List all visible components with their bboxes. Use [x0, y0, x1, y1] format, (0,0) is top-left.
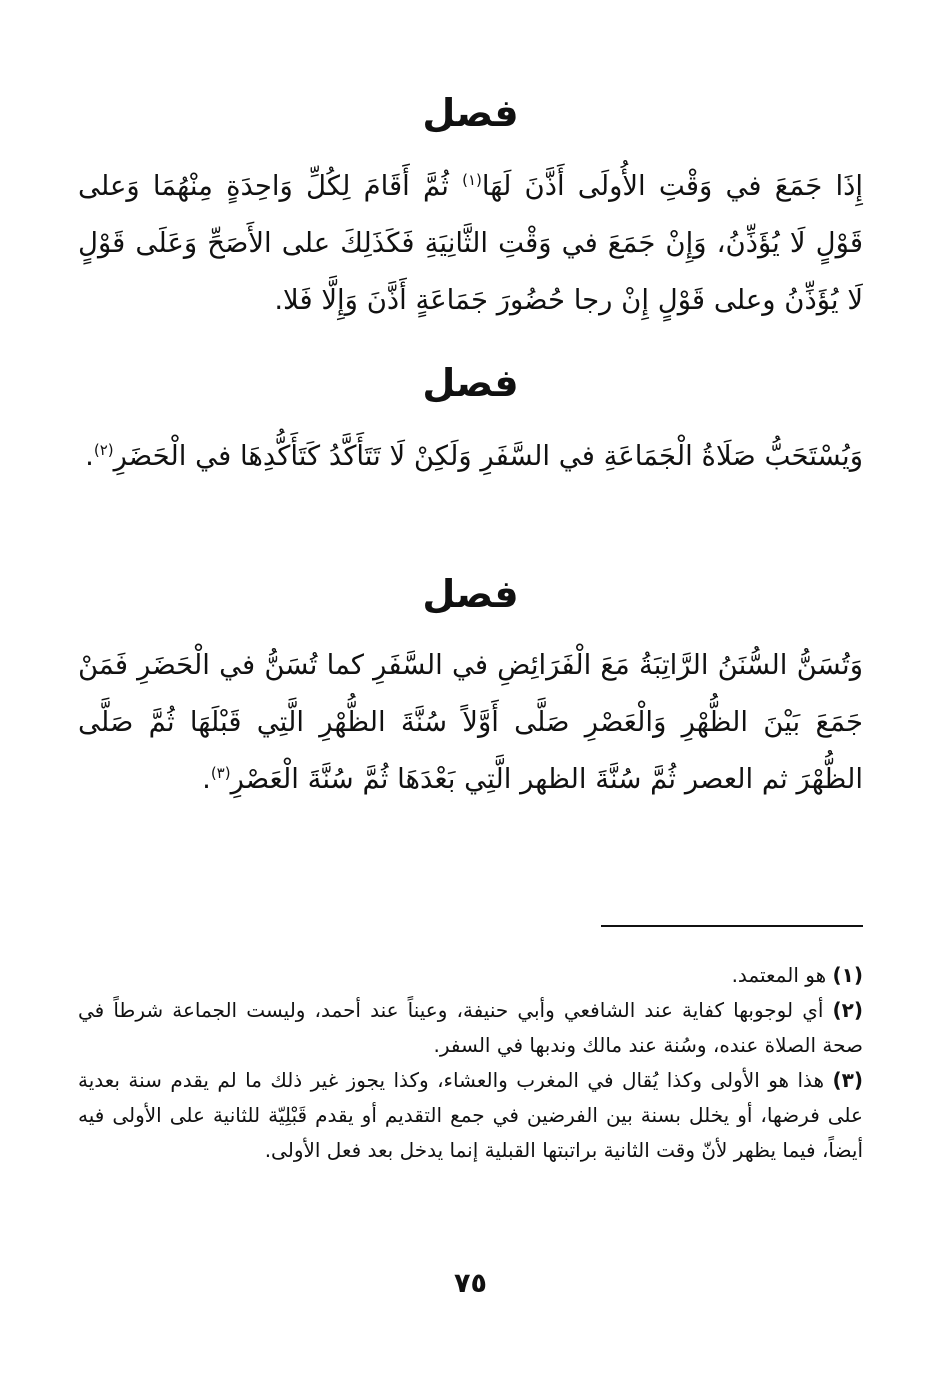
footnote-text: أي لوجوبها كفاية عند الشافعي وأبي حنيفة، وعيناً عند أحمد، وليست الجماعة شرطاً في صحة الصلاة عنده، وسُنة عند مالك وندبها في السفر. — [78, 998, 863, 1057]
paragraph-text: إِذَا جَمَعَ في وَقْتِ الأُولَى أَذَّنَ لَهَا — [481, 170, 863, 202]
footnote-ref-2: (٢) — [93, 440, 114, 459]
paragraph-text-continued: . — [202, 763, 211, 795]
book-page — [78, 0, 863, 1382]
footnote-ref-1: (١) — [462, 170, 482, 189]
footnote-3 — [78, 1063, 863, 1168]
footnote-divider — [601, 925, 863, 927]
section-paragraph-1 — [78, 158, 863, 329]
paragraph-text: وَيُسْتَحَبُّ صَلَاةُ الْجَمَاعَةِ في السَّفَرِ وَلَكِنْ لَا تَتَأَكَّدُ كَتَأَكُّدِهَا في الْحَضَرِ — [113, 440, 863, 472]
section-title-2: فصل — [422, 361, 519, 405]
footnote-ref-3: (٣) — [210, 763, 231, 782]
footnote-marker: (٣) — [832, 1068, 864, 1092]
paragraph-text: وَتُسَنُّ السُّنَنُ الرَّاتِبَةُ مَعَ الْفَرَائِضِ في السَّفَرِ كما تُسَنُّ في الْحَضَرِ فَمَنْ جَمَعَ بَيْنَ الظُّهْرِ وَالْعَصْرِ صَلَّى أَوَّلاً سُنَّةَ الظُّهْرِ الَّتِي قَبْلَهَا ثُمَّ صَلَّى الظُّهْرَ ثم العصر ثُمَّ سُنَّةَ الظهر الَّتِي بَعْدَهَا ثُمَّ سُنَّةَ الْعَصْرِ — [78, 649, 863, 795]
section-title-1: فصل — [422, 91, 519, 135]
section-title-3: فصل — [422, 572, 519, 616]
footnote-marker: (١) — [832, 963, 863, 987]
footnotes — [78, 958, 863, 1168]
footnote-1 — [78, 958, 863, 993]
footnote-marker: (٢) — [832, 998, 864, 1022]
footnote-text: هذا هو الأولى وكذا يُقال في المغرب والعشاء، وكذا يجوز غير ذلك ما لم يقدم سنة بعدية على فرضها، أو يخلل بسنة بين الفرضين في جمع التقديم أو يقدم قَبْلِيّة للثانية على الأولى فيه أيضاً، فيما يظهر لأنّ وقت الثانية براتبتها القبلية إنما يدخل بعد فعل الأولى. — [78, 1068, 863, 1162]
footnote-2 — [78, 993, 863, 1063]
section-paragraph-2 — [78, 428, 863, 485]
page-number: ٧٥ — [454, 1268, 487, 1299]
footnote-text: هو المعتمد. — [731, 963, 827, 987]
section-paragraph-3 — [78, 637, 863, 808]
paragraph-text-continued: . — [85, 440, 94, 472]
paragraph-text-continued: ثُمَّ أَقَامَ لِكُلِّ وَاحِدَةٍ مِنْهُمَا وَعلى قَوْلٍ لَا يُؤَذِّنُ، وَإِنْ جَمَعَ في وَقْتِ الثَّانِيَةِ فَكَذَلِكَ على الأَصَحِّ وَعَلَى قَوْلٍ لَا يُؤَذِّنُ وعلى قَوْلٍ إِنْ رجا حُضُورَ جَمَاعَةٍ أَذَّنَ وَإِلَّا فَلا. — [78, 170, 863, 316]
